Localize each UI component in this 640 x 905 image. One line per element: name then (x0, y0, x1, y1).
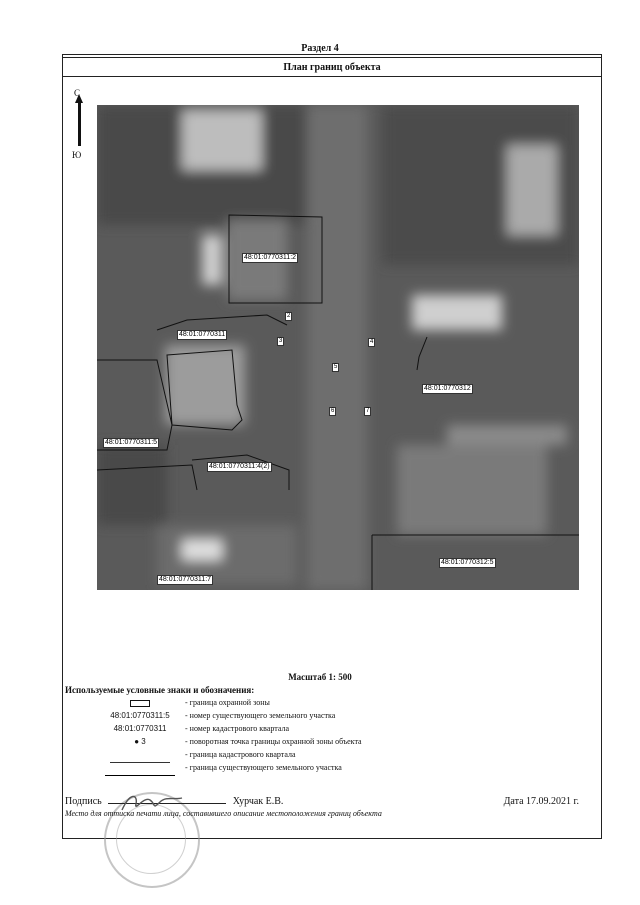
legend-row: - граница охранной зоны (65, 698, 585, 710)
stamp-place-text: Место для оттиска печати лица, составившего описание местоположения границ объекта (65, 809, 382, 818)
parcel-label: 48:01:0770311:7 (159, 576, 212, 583)
section-title: Раздел 4 (301, 43, 339, 54)
legend-row: 48:01:0770311 - номер кадастрового квартала (113, 724, 290, 733)
compass-north-label: С (74, 88, 81, 98)
boundary-point: 5 (334, 364, 338, 370)
compass-south-label: Ю (72, 150, 82, 160)
legend-row: - граница кадастрового квартала (65, 750, 585, 762)
parcel-label: 48:01:0770311:4(2) (209, 463, 270, 470)
signature-label: Подпись (65, 796, 102, 807)
legend-row: 48:01:0770311:5 - номер существующего земельного участка (110, 711, 336, 720)
signer-name: Хурчак Е.В. (232, 796, 284, 807)
plan-title: План границ объекта (62, 57, 602, 77)
boundary-point: 6 (331, 408, 335, 414)
legend-row: - граница существующего земельного участка (65, 763, 585, 775)
north-arrow-icon (72, 88, 88, 160)
boundary-point: 4 (370, 339, 374, 345)
aerial-map (97, 105, 579, 590)
parcel-boundary-symbol (85, 769, 195, 778)
legend-title: Используемые условные знаки и обозначения: (65, 685, 255, 695)
boundary-point: 7 (366, 408, 370, 414)
protection-zone-symbol (85, 700, 195, 709)
parcel-label: 48:01:0770311:2 (244, 254, 297, 261)
legend-row: ● 3 - поворотная точка границы охранной зоны объекта (65, 737, 585, 749)
parcel-label: 48:01:0770311:5 (105, 439, 158, 446)
aerial-photo (97, 105, 579, 590)
boundary-point: 2 (287, 313, 291, 319)
signature-scribble (118, 790, 188, 816)
point-symbol: ● 3 (134, 737, 146, 746)
boundary-point: 3 (279, 338, 283, 344)
parcel-label: 48:01:0770312:5 (441, 559, 494, 566)
quarter-label: 48:01:0770311 (179, 331, 226, 338)
map-scale: Масштаб 1: 500 (288, 672, 352, 682)
quarter-label: 48:01:0770312 (424, 385, 471, 392)
signature-date: Дата 17.09.2021 г. (503, 796, 579, 807)
